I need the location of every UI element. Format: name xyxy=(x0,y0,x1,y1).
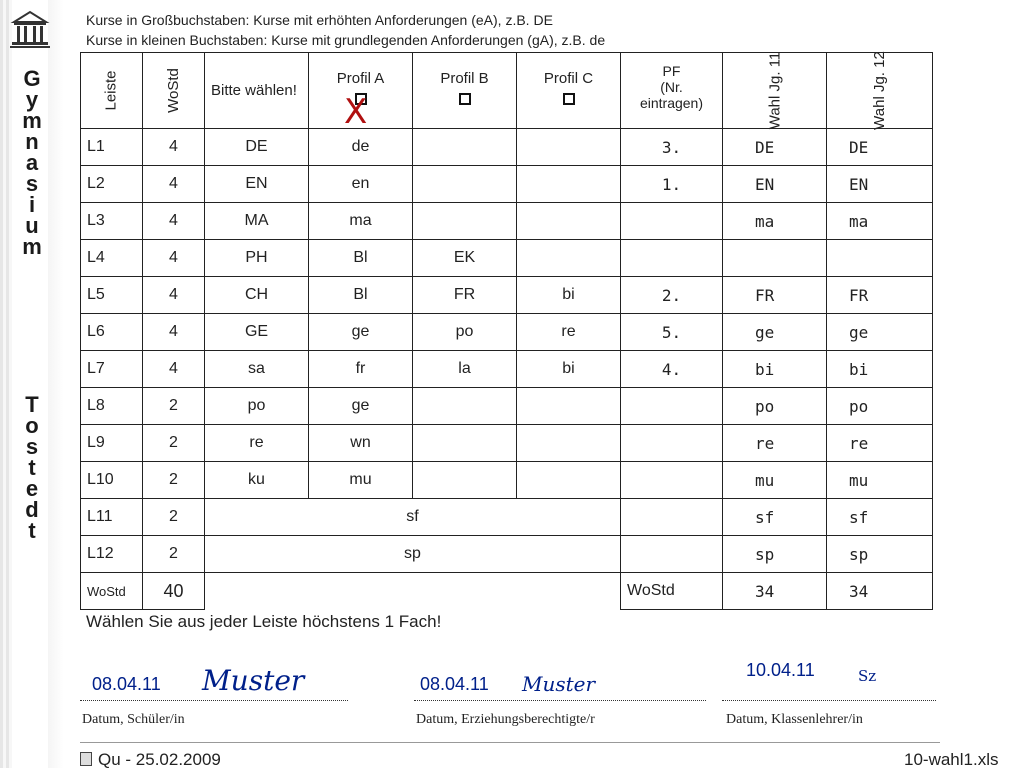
wostd-cell: 2 xyxy=(143,499,205,536)
footer-rule xyxy=(80,742,940,743)
leiste-cell: L6 xyxy=(81,314,143,351)
pf-cell[interactable]: 5. xyxy=(621,314,723,351)
file-icon xyxy=(80,752,92,766)
profil-b-cell[interactable]: po xyxy=(413,314,517,351)
checkbox-icon[interactable] xyxy=(563,93,575,105)
building-icon xyxy=(6,8,54,52)
profil-c-cell[interactable]: bi xyxy=(517,277,621,314)
teacher-signature-line xyxy=(722,700,936,701)
profil-a-cell[interactable]: ge xyxy=(309,314,413,351)
total-wahl11[interactable]: 34 xyxy=(723,573,827,610)
wahl12-cell[interactable]: EN xyxy=(827,166,933,203)
profil-a-cell[interactable]: fr xyxy=(309,351,413,388)
bitte-cell[interactable]: CH xyxy=(205,277,309,314)
pf-cell[interactable]: 1. xyxy=(621,166,723,203)
total-label-2: WoStd xyxy=(621,573,723,610)
wahl11-cell[interactable]: DE xyxy=(723,129,827,166)
total-value: 40 xyxy=(143,573,205,610)
wahl11-cell[interactable]: FR xyxy=(723,277,827,314)
profil-b-cell[interactable] xyxy=(413,129,517,166)
leiste-cell: L8 xyxy=(81,388,143,425)
table-row xyxy=(81,277,933,314)
table-row xyxy=(81,388,933,425)
school-letter: m xyxy=(22,234,42,259)
profil-c-cell[interactable] xyxy=(517,425,621,462)
table-row-l11 xyxy=(81,499,933,536)
table-row-l12 xyxy=(81,536,933,573)
wostd-cell: 4 xyxy=(143,203,205,240)
teacher-signature: Sz xyxy=(858,667,877,685)
wahl12-cell[interactable]: po xyxy=(827,388,933,425)
leiste-cell: L4 xyxy=(81,240,143,277)
col-leiste: Leiste xyxy=(81,53,143,129)
leiste-cell: L7 xyxy=(81,351,143,388)
col-wahl-11: Wahl Jg. 11 xyxy=(723,53,827,129)
span-cell[interactable]: sp xyxy=(205,536,621,573)
pf-cell[interactable] xyxy=(621,536,723,573)
school-name-part2 xyxy=(0,394,64,541)
wahl12-cell[interactable]: DE xyxy=(827,129,933,166)
wostd-cell: 2 xyxy=(143,536,205,573)
wahl11-cell[interactable]: ge xyxy=(723,314,827,351)
instruction-note: Wählen Sie aus jeder Leiste höchstens 1 Fach! xyxy=(86,612,442,631)
wahl12-cell[interactable]: mu xyxy=(827,462,933,499)
wostd-cell: 4 xyxy=(143,129,205,166)
profil-c-cell[interactable] xyxy=(517,166,621,203)
parent-signature-line xyxy=(414,700,706,701)
leiste-cell: L2 xyxy=(81,166,143,203)
profil-b-cell[interactable] xyxy=(413,388,517,425)
table-row xyxy=(81,314,933,351)
wostd-cell: 4 xyxy=(143,351,205,388)
leiste-cell: L3 xyxy=(81,203,143,240)
bitte-cell[interactable]: sa xyxy=(205,351,309,388)
school-letter: m xyxy=(22,108,42,133)
col-wahl-12: Wahl Jg. 12 xyxy=(827,53,933,129)
profil-a-cell[interactable]: en xyxy=(309,166,413,203)
school-letter: t xyxy=(28,455,36,480)
pf-cell[interactable]: 2. xyxy=(621,277,723,314)
parent-date[interactable]: 08.04.11 xyxy=(420,674,489,694)
pf-cell[interactable] xyxy=(621,203,723,240)
course-selection-table xyxy=(80,52,933,610)
bitte-cell[interactable]: MA xyxy=(205,203,309,240)
wostd-cell: 4 xyxy=(143,314,205,351)
wahl12-cell[interactable] xyxy=(827,240,933,277)
parent-signature: Muster xyxy=(522,672,596,696)
table-row xyxy=(81,129,933,166)
profil-b-cell[interactable] xyxy=(413,166,517,203)
table-row xyxy=(81,166,933,203)
school-banner xyxy=(0,0,64,768)
profil-c-cell[interactable]: re xyxy=(517,314,621,351)
wahl12-cell[interactable]: ge xyxy=(827,314,933,351)
checkbox-icon[interactable] xyxy=(459,93,471,105)
table-row xyxy=(81,425,933,462)
student-signature: Muster xyxy=(202,664,305,697)
profil-a-cell[interactable]: ge xyxy=(309,388,413,425)
profil-a-cell[interactable]: Bl xyxy=(309,277,413,314)
span-cell[interactable]: sf xyxy=(205,499,621,536)
bitte-cell[interactable]: re xyxy=(205,425,309,462)
profil-a-cell[interactable]: Bl xyxy=(309,240,413,277)
teacher-label: Datum, Klassenlehrer/in xyxy=(726,712,863,727)
wahl11-cell[interactable]: po xyxy=(723,388,827,425)
wahl12-cell[interactable]: FR xyxy=(827,277,933,314)
leiste-cell: L5 xyxy=(81,277,143,314)
profile-selected-mark: X xyxy=(344,92,368,132)
school-letter: y xyxy=(25,87,39,112)
wostd-cell: 2 xyxy=(143,462,205,499)
school-name-part1 xyxy=(0,68,64,257)
footer-filename: 10-wahl1.xls xyxy=(904,750,999,768)
wahl11-cell[interactable]: sf xyxy=(723,499,827,536)
profil-b-cell[interactable] xyxy=(413,425,517,462)
bitte-cell[interactable]: PH xyxy=(205,240,309,277)
footer-revision xyxy=(80,750,221,768)
legend-line-upper: Kurse in Großbuchstaben: Kurse mit erhöhten Anforderungen (eA), z.B. DE xyxy=(86,12,553,28)
pf-cell[interactable] xyxy=(621,425,723,462)
profil-b-cell[interactable]: la xyxy=(413,351,517,388)
profil-c-cell[interactable] xyxy=(517,129,621,166)
school-letter: i xyxy=(28,192,36,217)
table-row-total xyxy=(81,573,933,610)
bitte-cell[interactable]: po xyxy=(205,388,309,425)
profil-b-cell[interactable]: EK xyxy=(413,240,517,277)
blank-area xyxy=(205,573,621,610)
student-signature-line xyxy=(80,700,348,701)
col-profil-a: Profil A xyxy=(309,53,413,129)
leiste-cell: L10 xyxy=(81,462,143,499)
student-label: Datum, Schüler/in xyxy=(82,712,185,727)
profil-c-cell[interactable]: bi xyxy=(517,351,621,388)
col-bitte: Bitte wählen! xyxy=(205,53,309,129)
profil-b-cell[interactable]: FR xyxy=(413,277,517,314)
leiste-cell: L1 xyxy=(81,129,143,166)
school-letter: a xyxy=(25,150,39,175)
pf-cell[interactable] xyxy=(621,499,723,536)
wahl11-cell[interactable]: EN xyxy=(723,166,827,203)
profil-c-cell[interactable] xyxy=(517,388,621,425)
pf-cell[interactable] xyxy=(621,388,723,425)
school-letter: e xyxy=(25,476,39,501)
school-letter: o xyxy=(25,413,39,438)
bitte-cell[interactable]: EN xyxy=(205,166,309,203)
wostd-cell: 4 xyxy=(143,277,205,314)
school-letter: T xyxy=(25,392,39,417)
leiste-cell: L11 xyxy=(81,499,143,536)
total-label: WoStd xyxy=(81,573,143,610)
bitte-cell[interactable]: DE xyxy=(205,129,309,166)
table-row xyxy=(81,203,933,240)
wahl11-cell[interactable] xyxy=(723,240,827,277)
table-row xyxy=(81,240,933,277)
table-row xyxy=(81,351,933,388)
student-date[interactable]: 08.04.11 xyxy=(92,674,161,694)
bitte-cell[interactable]: GE xyxy=(205,314,309,351)
wahl12-cell[interactable]: ma xyxy=(827,203,933,240)
leiste-cell: L12 xyxy=(81,536,143,573)
wahl12-cell[interactable]: sf xyxy=(827,499,933,536)
parent-label: Datum, Erziehungsberechtigte/r xyxy=(416,712,595,727)
profil-c-cell[interactable] xyxy=(517,240,621,277)
profil-a-cell[interactable]: mu xyxy=(309,462,413,499)
bitte-cell[interactable]: ku xyxy=(205,462,309,499)
wahl11-cell[interactable]: sp xyxy=(723,536,827,573)
wostd-cell: 4 xyxy=(143,240,205,277)
wahl11-cell[interactable]: ma xyxy=(723,203,827,240)
wahl11-cell[interactable]: mu xyxy=(723,462,827,499)
profil-a-cell[interactable]: wn xyxy=(309,425,413,462)
col-profil-b: Profil B xyxy=(413,53,517,129)
leiste-cell: L9 xyxy=(81,425,143,462)
wahl11-cell[interactable]: re xyxy=(723,425,827,462)
header-row xyxy=(81,53,933,129)
school-letter: G xyxy=(23,66,41,91)
profil-a-cell[interactable]: ma xyxy=(309,203,413,240)
profil-c-cell[interactable] xyxy=(517,203,621,240)
school-letter: s xyxy=(25,434,39,459)
col-pf: PF (Nr. eintragen) xyxy=(621,53,723,129)
col-wostd: WoStd xyxy=(143,53,205,129)
pf-cell[interactable]: 4. xyxy=(621,351,723,388)
wahl12-cell[interactable]: sp xyxy=(827,536,933,573)
school-letter: s xyxy=(25,171,39,196)
wahl12-cell[interactable]: re xyxy=(827,425,933,462)
wostd-cell: 4 xyxy=(143,166,205,203)
pf-cell[interactable] xyxy=(621,462,723,499)
profil-b-cell[interactable] xyxy=(413,203,517,240)
col-profil-c: Profil C xyxy=(517,53,621,129)
pf-cell[interactable]: 3. xyxy=(621,129,723,166)
profil-a-cell[interactable]: de xyxy=(309,129,413,166)
footer-revision-text: Qu - 25.02.2009 xyxy=(98,750,221,768)
table-row xyxy=(81,462,933,499)
legend-line-lower: Kurse in kleinen Buchstaben: Kurse mit grundlegenden Anforderungen (gA), z.B. de xyxy=(86,32,606,48)
school-letter: n xyxy=(25,129,39,154)
pf-cell[interactable] xyxy=(621,240,723,277)
teacher-date[interactable]: 10.04.11 xyxy=(746,660,815,680)
profil-b-cell[interactable] xyxy=(413,462,517,499)
wahl11-cell[interactable]: bi xyxy=(723,351,827,388)
school-letter: t xyxy=(28,518,36,543)
school-letter: d xyxy=(25,497,39,522)
wostd-cell: 2 xyxy=(143,425,205,462)
wahl12-cell[interactable]: bi xyxy=(827,351,933,388)
wostd-cell: 2 xyxy=(143,388,205,425)
school-letter: u xyxy=(25,213,39,238)
total-wahl12[interactable]: 34 xyxy=(827,573,933,610)
profil-c-cell[interactable] xyxy=(517,462,621,499)
